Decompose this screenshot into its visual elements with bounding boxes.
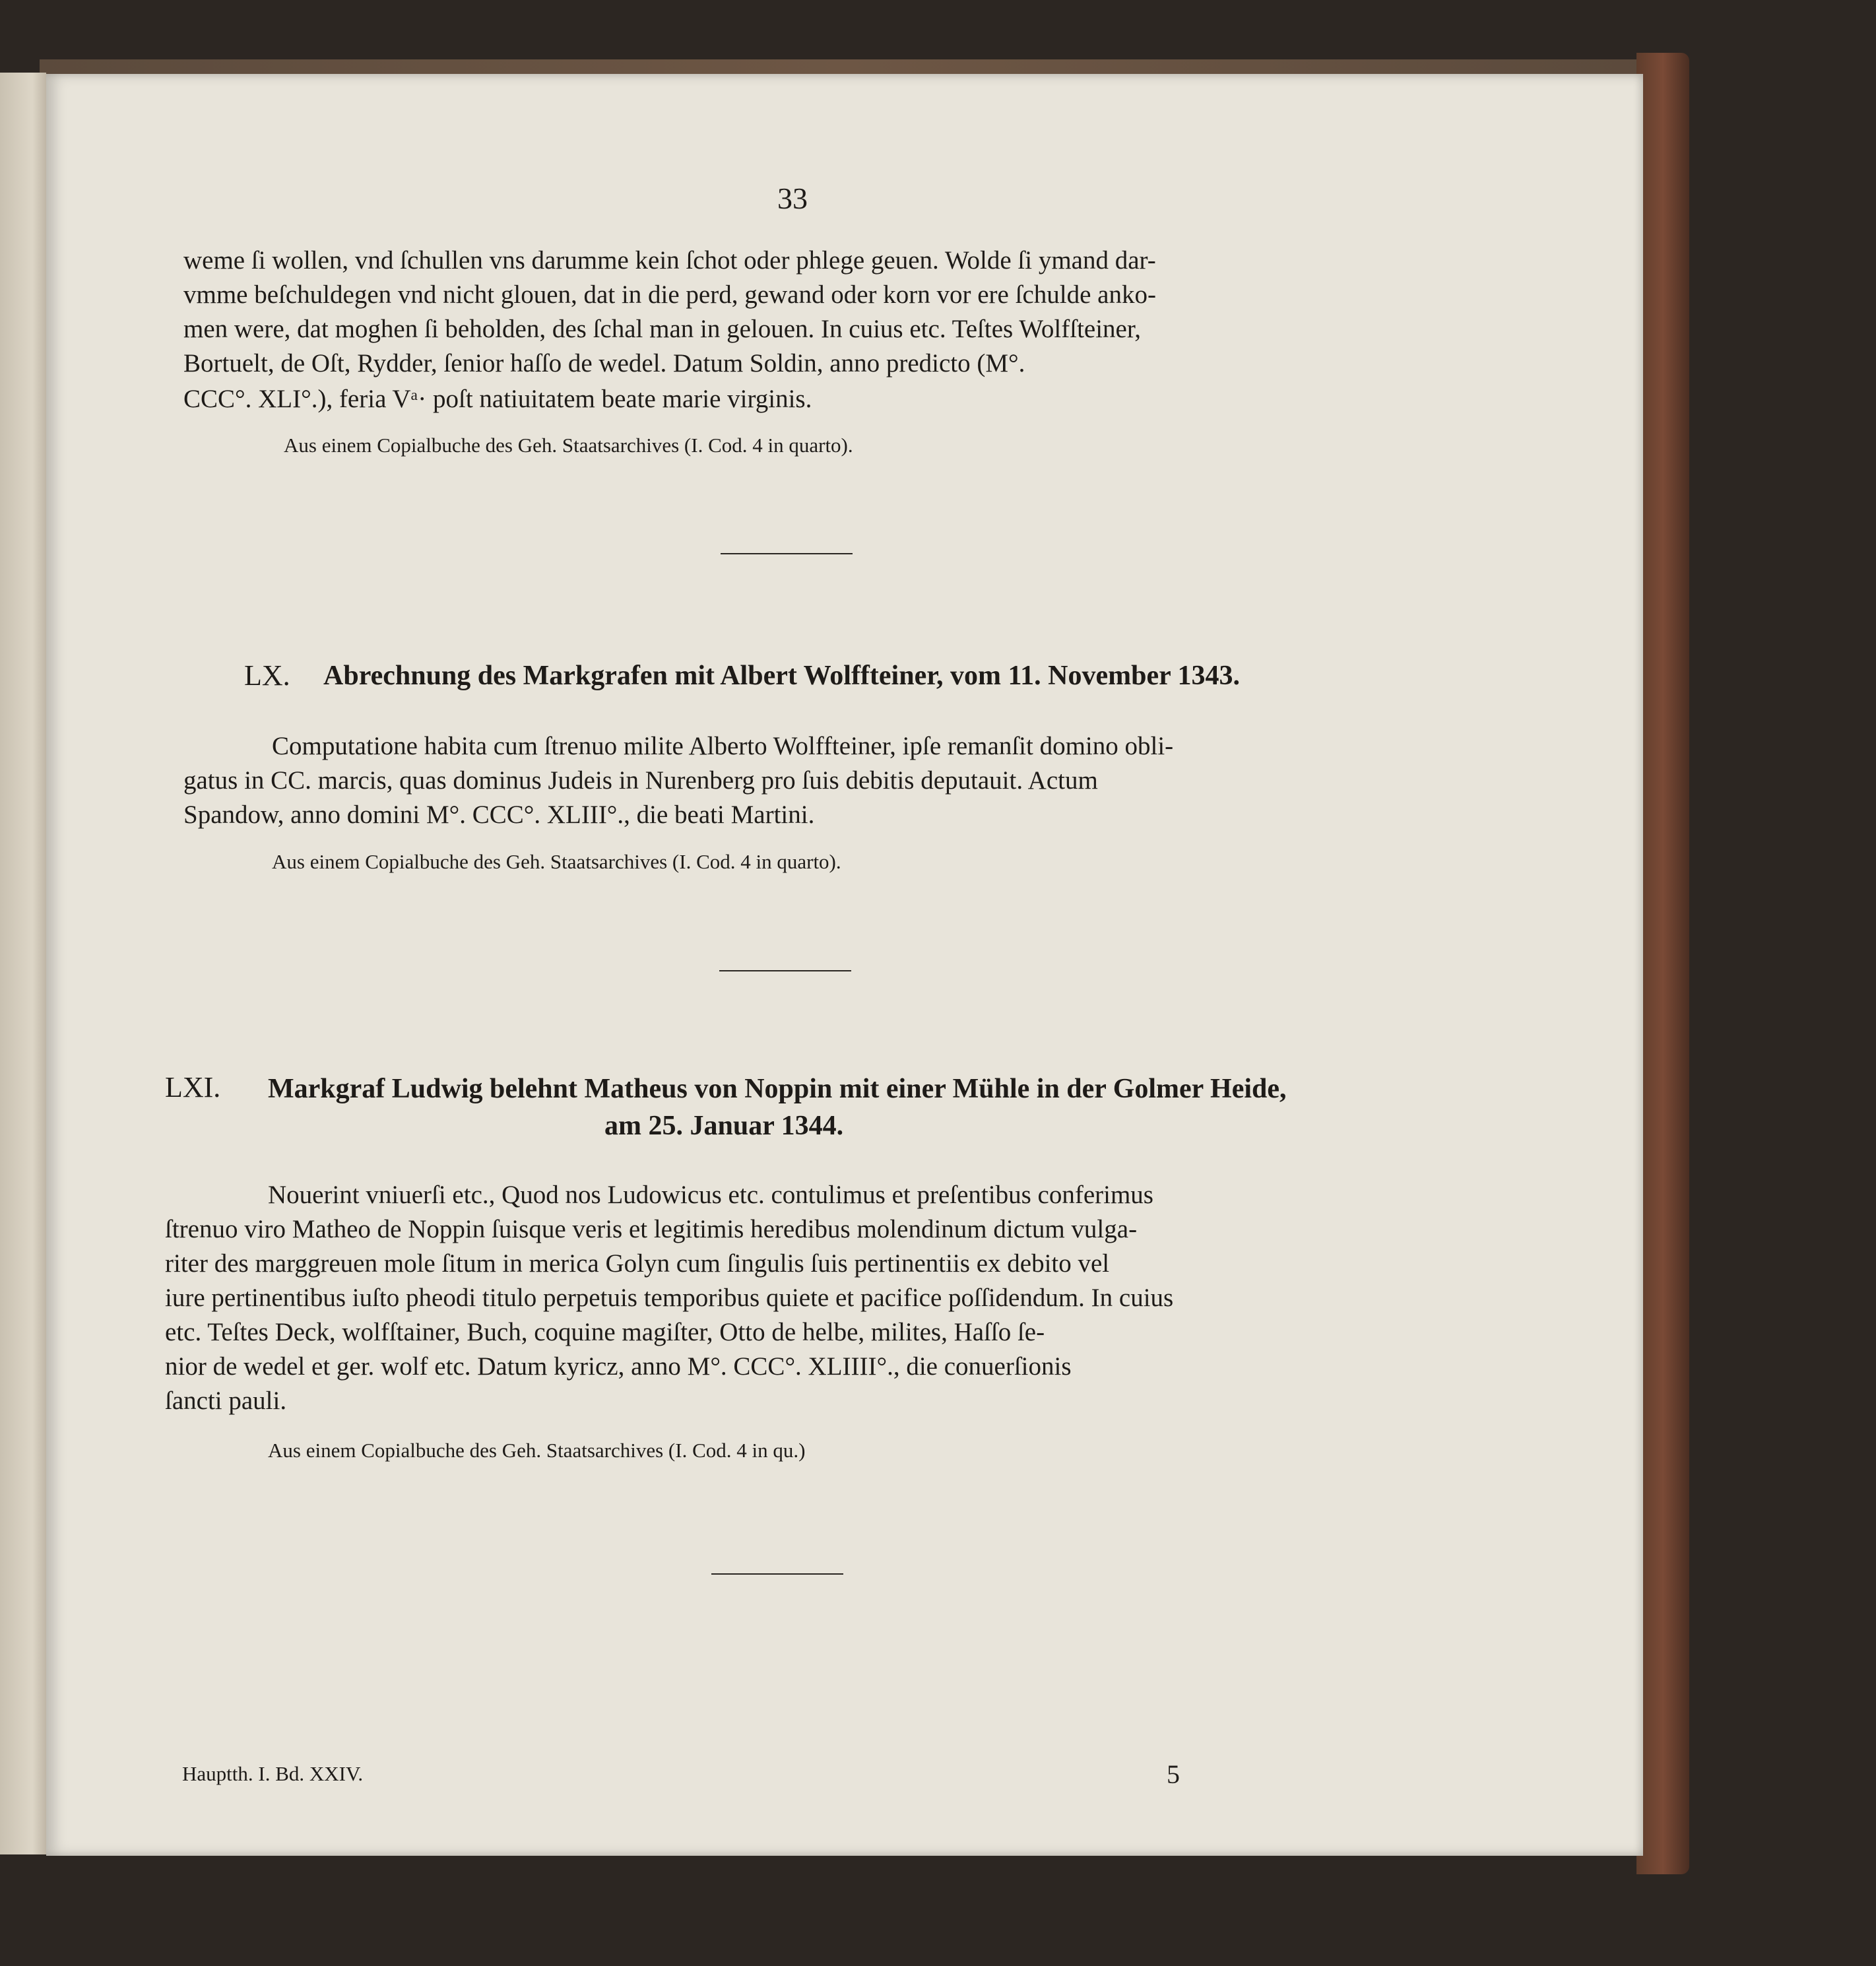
book-spine-edge	[1636, 53, 1689, 1874]
section-divider	[711, 1573, 843, 1575]
section-divider	[721, 553, 853, 554]
section-number: LX.	[244, 659, 290, 692]
text-line: riter des marggreuen mole ſitum in merica Golyn cum ſingulis ſuis pertinentiis ex debito vel	[165, 1249, 1110, 1278]
source-note: Aus einem Copialbuche des Geh. Staatsarchives (I. Cod. 4 in quarto).	[272, 850, 841, 873]
text-line: Computatione habita cum ſtrenuo milite Alberto Wolffteiner, ipſe remanſit domino obli-	[272, 732, 1174, 760]
book-page	[46, 74, 1643, 1856]
text-line: vmme beſchuldegen vnd nicht glouen, dat in die perd, gewand oder korn vor ere ſchulde ankо-	[183, 280, 1156, 309]
section-heading: am 25. Januar 1344.	[604, 1111, 844, 1141]
section-heading: Markgraf Ludwig belehnt Matheus von Noppin mit einer Mühle in der Golmer Heide,	[268, 1074, 1287, 1104]
section-number: LXI.	[165, 1071, 221, 1103]
section-divider	[719, 970, 851, 971]
text-line: Nouerint vniuerſi etc., Quod nos Ludowicus etc. contulimus et preſentibus conferimus	[268, 1181, 1153, 1209]
text-line: Spandow, anno domini M°. CCC°. XLIII°., die beati Martini.	[183, 801, 815, 829]
page-number: 33	[777, 181, 808, 215]
text-line: CCC°. XLI°.), feria Vᵃ· poſt natiuitatem beate marie virginis.	[183, 385, 812, 413]
text-line: gatus in CC. marcis, quas dominus Judeis in Nurenberg pro ſuis debitis deputauit. Actum	[183, 766, 1098, 795]
source-note: Aus einem Copialbuche des Geh. Staatsarchives (I. Cod. 4 in qu.)	[268, 1439, 806, 1462]
left-page-edge	[0, 73, 46, 1854]
text-line: Bortuelt, de Oſt, Rydder, ſenior haſſo de wedel. Datum Soldin, anno predicto (M°.	[183, 349, 1025, 377]
text-line: etc. Teſtes Deck, wolfſtainer, Buch, coquine magiſter, Otto de helbe, milites, Haſſo ſe-	[165, 1318, 1045, 1346]
footer-signature: Hauptth. I. Bd. XXIV.	[182, 1762, 364, 1785]
text-line: men were, dat moghen ſi beholden, des ſchal man in gelouen. In cuius etc. Teſtes Wolfſteiner,	[183, 315, 1142, 343]
footer-sheet-number: 5	[1167, 1759, 1180, 1789]
section-heading: Abrechnung des Markgrafen mit Albert Wolffteiner, vom 11. November 1343.	[323, 661, 1241, 691]
text-line: ſancti pauli.	[165, 1387, 287, 1415]
text-line: iure pertinentibus iuſto pheodi titulo perpetuis temporibus quiete et pacifice poſſidendum. In cuius	[165, 1284, 1174, 1312]
source-note: Aus einem Copialbuche des Geh. Staatsarchives (I. Cod. 4 in quarto).	[284, 434, 853, 457]
text-line: weme ſi wollen, vnd ſchullen vns darumme kein ſchot oder phlege geuen. Wolde ſi ymand dar-	[183, 246, 1156, 275]
text-line: ſtrenuo viro Matheo de Noppin ſuisque veris et legitimis heredibus molendinum dictum vulga-	[165, 1215, 1138, 1243]
text-line: nior de wedel et ger. wolf etc. Datum kyricz, anno M°. CCC°. XLIIII°., die conuerſionis	[165, 1352, 1072, 1381]
